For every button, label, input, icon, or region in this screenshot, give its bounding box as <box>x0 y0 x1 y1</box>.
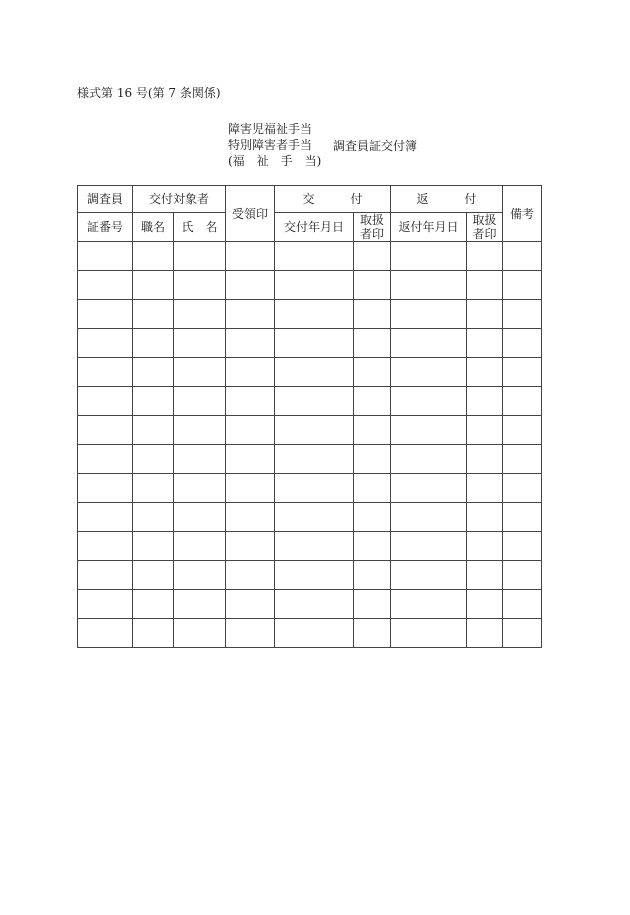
table-cell <box>275 561 354 590</box>
table-cell <box>226 416 275 445</box>
table-cell <box>275 445 354 474</box>
table-cell <box>275 532 354 561</box>
table-cell <box>467 445 503 474</box>
table-cell <box>226 242 275 271</box>
table-cell <box>226 387 275 416</box>
table-cell <box>226 532 275 561</box>
table-cell <box>354 503 391 532</box>
return-handler-line-1: 取扱 <box>472 213 497 227</box>
table-cell <box>174 329 226 358</box>
table-cell <box>226 619 275 648</box>
table-cell <box>226 561 275 590</box>
book-title: 調査員証交付簿 <box>333 139 418 153</box>
table-cell <box>275 387 354 416</box>
table-cell <box>503 561 542 590</box>
table-cell <box>391 445 467 474</box>
table-row <box>78 300 542 329</box>
table-cell <box>354 474 391 503</box>
table-cell <box>391 271 467 300</box>
table-cell <box>133 561 174 590</box>
header-row-1 <box>78 186 542 213</box>
table-cell <box>133 242 174 271</box>
table-cell <box>174 590 226 619</box>
table-cell <box>503 532 542 561</box>
table-cell <box>391 300 467 329</box>
table-row <box>78 474 542 503</box>
table-cell <box>226 271 275 300</box>
table-cell <box>391 590 467 619</box>
table-cell <box>78 387 133 416</box>
header-investigator-top: 調査員 <box>78 186 133 213</box>
table-cell <box>226 329 275 358</box>
table-cell <box>391 387 467 416</box>
table-cell <box>78 590 133 619</box>
table-cell <box>174 445 226 474</box>
table-row <box>78 416 542 445</box>
table-cell <box>174 619 226 648</box>
table-cell <box>133 503 174 532</box>
return-handler-line-2: 者印 <box>472 227 497 241</box>
header-issue-group: 交 付 <box>275 186 391 213</box>
table-cell <box>354 416 391 445</box>
table-cell <box>133 329 174 358</box>
form-number: 様式第 16 号(第 7 条関係) <box>77 86 221 100</box>
table-cell <box>391 474 467 503</box>
table-cell <box>467 416 503 445</box>
table-cell <box>391 358 467 387</box>
register-table <box>77 185 542 648</box>
table-row <box>78 590 542 619</box>
table-cell <box>78 619 133 648</box>
table-cell <box>78 271 133 300</box>
table-cell <box>503 271 542 300</box>
allowance-titles <box>228 121 321 169</box>
table-cell <box>78 329 133 358</box>
table-cell <box>133 416 174 445</box>
table-cell <box>226 474 275 503</box>
table-cell <box>133 474 174 503</box>
table-cell <box>467 329 503 358</box>
table-cell <box>354 387 391 416</box>
header-row-2 <box>78 213 542 242</box>
table-cell <box>467 242 503 271</box>
table-cell <box>78 445 133 474</box>
table-cell <box>503 242 542 271</box>
table-cell <box>503 358 542 387</box>
table-cell <box>133 590 174 619</box>
table-cell <box>275 416 354 445</box>
table-cell <box>503 300 542 329</box>
table-cell <box>503 329 542 358</box>
table-cell <box>503 387 542 416</box>
table-cell <box>354 619 391 648</box>
header-receipt-seal: 受領印 <box>226 186 275 242</box>
table-cell <box>467 503 503 532</box>
table-cell <box>354 242 391 271</box>
table-cell <box>354 329 391 358</box>
table-row <box>78 532 542 561</box>
table-cell <box>391 532 467 561</box>
table-cell <box>174 532 226 561</box>
table-row <box>78 387 542 416</box>
table-row <box>78 358 542 387</box>
table-cell <box>174 474 226 503</box>
table-cell <box>133 619 174 648</box>
table-cell <box>275 329 354 358</box>
allowance-line-1: 障害児福祉手当 <box>228 122 313 136</box>
table-cell <box>391 242 467 271</box>
table-cell <box>503 503 542 532</box>
table-row <box>78 503 542 532</box>
table-cell <box>503 445 542 474</box>
header-return-group: 返 付 <box>391 186 503 213</box>
header-target-group: 交付対象者 <box>133 186 226 213</box>
table-cell <box>503 416 542 445</box>
table-cell <box>174 358 226 387</box>
table-cell <box>275 503 354 532</box>
table-cell <box>226 445 275 474</box>
table-cell <box>391 561 467 590</box>
header-name: 氏 名 <box>174 213 226 242</box>
table-cell <box>467 387 503 416</box>
table-cell <box>354 300 391 329</box>
table-cell <box>133 300 174 329</box>
issue-handler-line-2: 者印 <box>360 227 385 241</box>
table-cell <box>275 590 354 619</box>
table-cell <box>226 300 275 329</box>
table-cell <box>78 474 133 503</box>
table-cell <box>467 358 503 387</box>
table-cell <box>275 474 354 503</box>
table-cell <box>174 387 226 416</box>
header-return-handler-seal <box>467 213 503 242</box>
table-cell <box>174 242 226 271</box>
table-cell <box>354 561 391 590</box>
table-cell <box>354 271 391 300</box>
table-cell <box>354 445 391 474</box>
table-cell <box>391 329 467 358</box>
issue-handler-line-1: 取扱 <box>360 213 385 227</box>
table-cell <box>226 503 275 532</box>
table-row <box>78 271 542 300</box>
table-cell <box>78 300 133 329</box>
table-cell <box>467 590 503 619</box>
table-cell <box>354 532 391 561</box>
table-cell <box>354 590 391 619</box>
table-cell <box>391 416 467 445</box>
table-cell <box>467 271 503 300</box>
table-row <box>78 445 542 474</box>
table-row <box>78 329 542 358</box>
table-cell <box>226 358 275 387</box>
table-cell <box>133 271 174 300</box>
allowance-line-2: 特別障害者手当 <box>228 138 313 152</box>
table-cell <box>275 358 354 387</box>
table-row <box>78 619 542 648</box>
header-remarks: 備考 <box>503 186 542 242</box>
table-cell <box>391 503 467 532</box>
table-cell <box>467 474 503 503</box>
header-issue-date: 交付年月日 <box>275 213 354 242</box>
table-cell <box>174 503 226 532</box>
header-investigator-bottom: 証番号 <box>78 213 133 242</box>
table-cell <box>78 358 133 387</box>
header-issue-handler-seal <box>354 213 391 242</box>
table-cell <box>174 300 226 329</box>
table-cell <box>174 416 226 445</box>
table-row <box>78 561 542 590</box>
table-cell <box>174 271 226 300</box>
table-cell <box>133 387 174 416</box>
table-cell <box>503 590 542 619</box>
table-cell <box>467 619 503 648</box>
table-cell <box>503 619 542 648</box>
table-cell <box>133 445 174 474</box>
table-cell <box>275 300 354 329</box>
table-cell <box>467 532 503 561</box>
table-cell <box>391 619 467 648</box>
table-cell <box>78 532 133 561</box>
table-row <box>78 242 542 271</box>
table-cell <box>78 416 133 445</box>
table-cell <box>275 242 354 271</box>
table-cell <box>354 358 391 387</box>
table-cell <box>467 561 503 590</box>
table-cell <box>467 300 503 329</box>
table-cell <box>275 271 354 300</box>
header-return-date: 返付年月日 <box>391 213 467 242</box>
table-cell <box>78 561 133 590</box>
table-cell <box>174 561 226 590</box>
table-cell <box>275 619 354 648</box>
allowance-line-3: (福 祉 手 当) <box>228 154 322 168</box>
table-cell <box>78 503 133 532</box>
header-job-title: 職名 <box>133 213 174 242</box>
table-cell <box>78 242 133 271</box>
table-cell <box>133 358 174 387</box>
table-cell <box>226 590 275 619</box>
table-cell <box>133 532 174 561</box>
table-cell <box>503 474 542 503</box>
